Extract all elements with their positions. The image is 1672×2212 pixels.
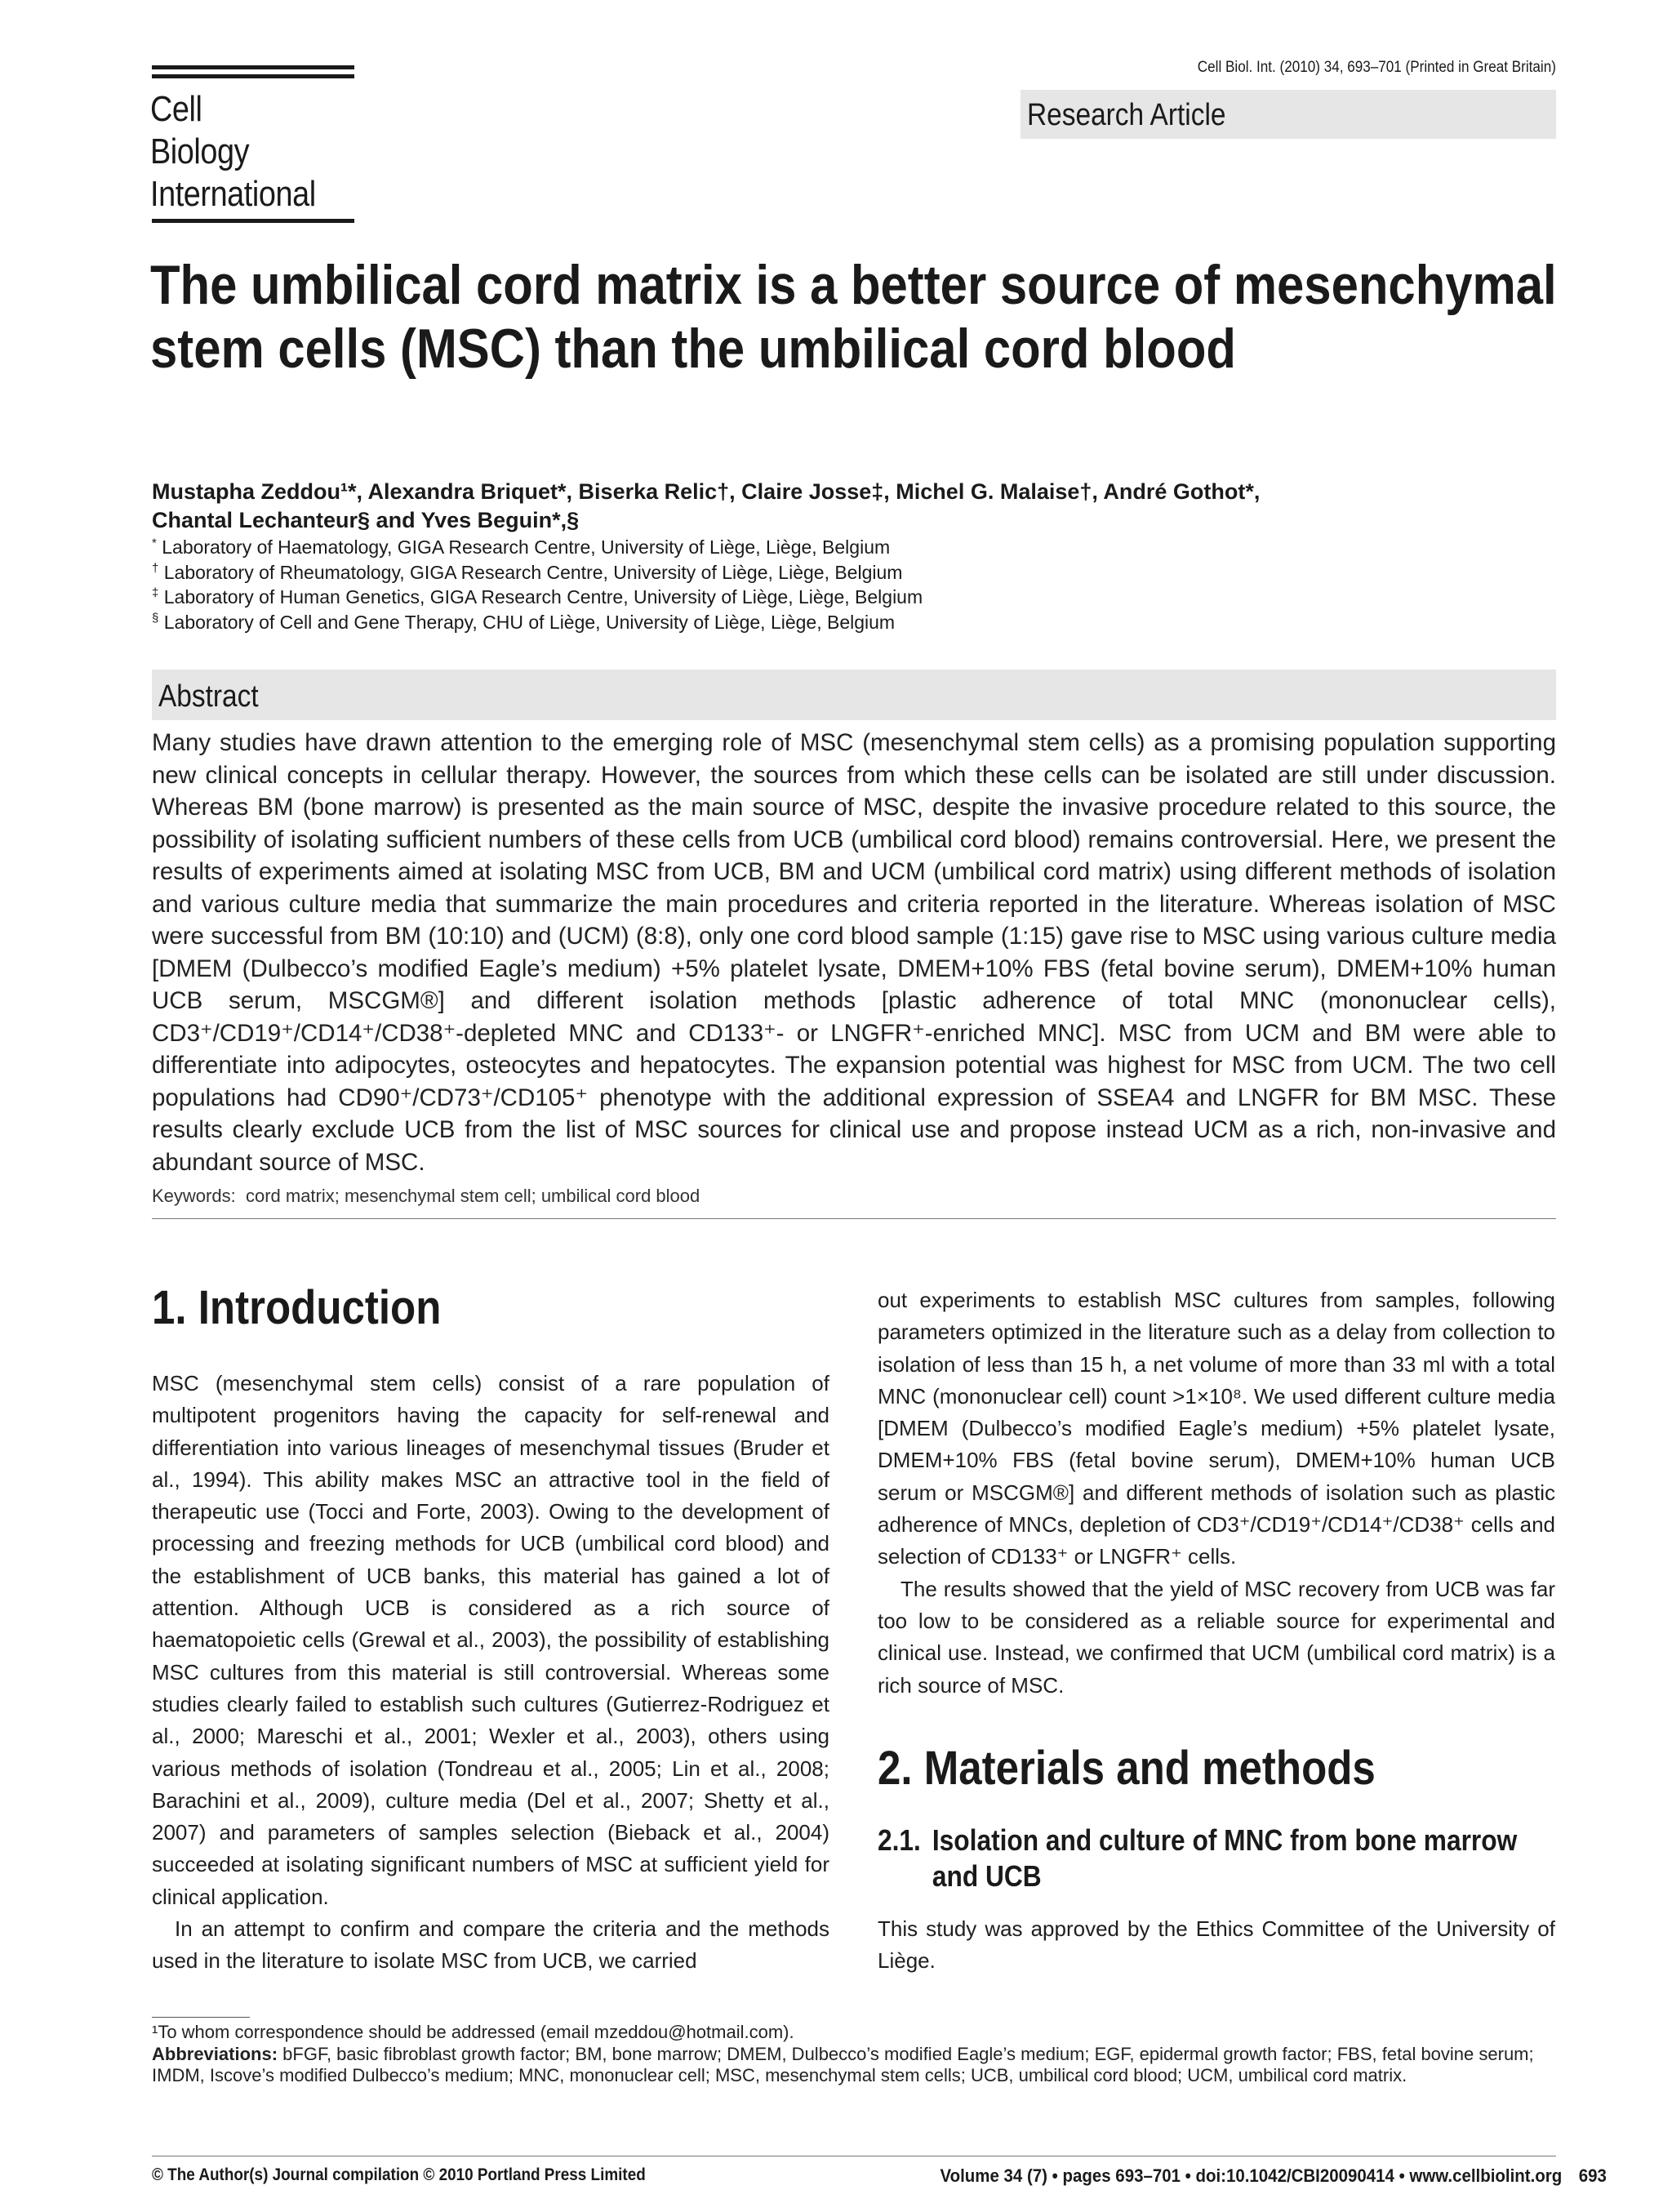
article-title: The umbilical cord matrix is a better source of mesenchymal stem cells (MSC) than the umbilical cord blood <box>150 254 1557 380</box>
abstract-divider <box>152 1218 1556 1219</box>
author-line-2: Chantal Lechanteur§ and Yves Beguin*,§ <box>152 508 580 532</box>
article-type-banner <box>1021 90 1556 139</box>
logo-divider <box>152 219 354 223</box>
footnotes <box>152 2022 1556 2087</box>
subsection-number: 2.1. <box>878 1823 921 1857</box>
abbreviations-footnote: Abbreviations: bFGF, basic fibroblast growth factor; BM, bone marrow; DMEM, Dulbecco’s modified Eagle’s medium; EGF, epidermal growth factor; FBS, fetal bovine serum; IMDM, Iscove’s modified Dulbecco’s medium; MNC, mononuclear cell; MSC, mesenchymal stem cells; UCB, umbilical cord blood; UCM, umbilical cord matrix. <box>152 2043 1534 2085</box>
keywords-label: Keywords: <box>152 1186 236 1206</box>
subsection-title-1: Isolation and culture of MNC from bone marrow <box>932 1823 1518 1857</box>
intro-paragraph-2-continued: out experiments to establish MSC cultures from samples, following parameters optimized in the literature such as a delay from collection to isolation of less than 15 h, a net volume of more than 33 ml with a total MNC (mononuclear cell) count >1×10⁸. We used different culture media [DMEM (Dulbecco’s modified Eagle’s medium) +5% platelet lysate, DMEM+10% FBS (fetal bovine serum), DMEM+10% human UCB serum or MSCGM®] and different methods of isolation such as plastic adherence of MNCs, depletion of CD3⁺/CD19⁺/CD14⁺/CD38⁺ cells and selection of CD133⁺ or LNGFR⁺ cells. <box>878 1288 1555 1569</box>
right-column <box>878 1284 1555 1702</box>
subsection-heading <box>878 1823 1553 1894</box>
page-number: 693 <box>1578 2165 1607 2186</box>
affiliation-item: ‡ Laboratory of Human Genetics, GIGA Research Centre, University of Liège, Liège, Belgium <box>152 585 923 608</box>
methods-heading: 2. Materials and methods <box>878 1742 1376 1795</box>
abstract-heading: Abstract <box>158 679 259 714</box>
logo-line-1: Cell <box>150 89 202 129</box>
copyright-notice: © The Author(s) Journal compilation © 2010 Portland Press Limited <box>152 2165 646 2184</box>
journal-citation: Cell Biol. Int. (2010) 34, 693–701 (Printed in Great Britain) <box>1197 59 1556 76</box>
affiliation-item: † Laboratory of Rheumatology, GIGA Research Centre, University of Liège, Liège, Belgium <box>152 560 903 583</box>
left-column <box>152 1368 829 1978</box>
introduction-heading: 1. Introduction <box>152 1281 442 1334</box>
intro-paragraph-3: The results showed that the yield of MSC recovery from UCB was far too low to be considered as a reliable source for experimental and clinical use. Instead, we confirmed that UCM (umbilical cord matrix) is a rich source of MSC. <box>878 1576 1555 1698</box>
affiliation-item: * Laboratory of Haematology, GIGA Research Centre, University of Liège, Liège, Belgium <box>152 536 891 558</box>
article-type-label: Research Article <box>1027 98 1226 132</box>
footnote-divider <box>152 2017 250 2018</box>
footer-citation <box>940 2165 1607 2187</box>
intro-paragraph-1: MSC (mesenchymal stem cells) consist of a rare population of multipotent progenitors having the capacity for self-renewal and differentiation into various lineages of mesenchymal tissues (Bruder et al., 1994). This ability makes MSC an attractive tool in the field of therapeutic use (Tocci and Forte, 2003). Owing to the development of processing and freezing methods for UCB (umbilical cord blood) and the establishment of UCB banks, this material has gained a lot of attention. Although UCB is considered as a rich source of haematopoietic cells (Grewal et al., 2003), the possibility of establishing MSC cultures from this material is still controversial. Whereas some studies clearly failed to establish such cultures (Gutierrez-Rodriguez et al., 2000; Mareschi et al., 2001; Wexler et al., 2003), others using various methods of isolation (Tondreau et al., 2005; Lin et al., 2008; Barachini et al., 2009), culture media (Del et al., 2007; Shetty et al., 2007) and parameters of samples selection (Bieback et al., 2004) succeeded at isolating significant numbers of MSC at sufficient yield for clinical application. <box>152 1371 829 1909</box>
correspondence-footnote: ¹To whom correspondence should be addressed (email mzeddou@hotmail.com). <box>152 2022 794 2042</box>
logo-line-3: International <box>150 174 316 214</box>
subsection-title-2: and UCB <box>932 1859 1042 1893</box>
affiliations <box>152 535 923 634</box>
author-line-1: Mustapha Zeddou¹*, Alexandra Briquet*, Biserka Relic†, Claire Josse‡, Michel G. Malaise†, André Gothot*, <box>152 479 1261 504</box>
journal-logo <box>150 88 316 216</box>
logo-line-2: Biology <box>150 131 250 171</box>
abstract-heading-bar <box>152 670 1556 720</box>
keywords-list: cord matrix; mesenchymal stem cell; umbilical cord blood <box>245 1186 700 1206</box>
intro-paragraph-2: In an attempt to confirm and compare the criteria and the methods used in the literature to isolate MSC from UCB, we carried <box>152 1916 829 1974</box>
affiliation-item: § Laboratory of Cell and Gene Therapy, CHU of Liège, University of Liège, Liège, Belgium <box>152 610 896 633</box>
methods-paragraph-1: This study was approved by the Ethics Committee of the University of Liège. <box>878 1916 1555 1974</box>
footer-volume-info: Volume 34 (7) • pages 693–701 • doi:10.1042/CBI20090414 • www.cellbiolint.org <box>940 2165 1563 2186</box>
author-list <box>152 478 1556 535</box>
journal-logo-rules <box>152 65 354 83</box>
methods-text <box>878 1913 1555 1978</box>
keywords <box>152 1186 700 1207</box>
abstract-text: Many studies have drawn attention to the emerging role of MSC (mesenchymal stem cells) as a promising population supporting new clinical concepts in cellular therapy. However, the sources from which these cells can be isolated are still under discussion. Whereas BM (bone marrow) is presented as the main source of MSC, despite the invasive procedure related to this source, the possibility of isolating sufficient numbers of these cells from UCB (umbilical cord blood) remains controversial. Here, we present the results of experiments aimed at isolating MSC from UCB, BM and UCM (umbilical cord matrix) using different methods of isolation and various culture media that summarize the main procedures and criteria reported in the literature. Whereas isolation of MSC were successful from BM (10:10) and (UCM) (8:8), only one cord blood sample (1:15) gave rise to MSC using various culture media [DMEM (Dulbecco’s modified Eagle’s medium) +5% platelet lysate, DMEM+10% FBS (fetal bovine serum), DMEM+10% human UCB serum, MSCGM®] and different isolation methods [plastic adherence of total MNC (mononuclear cells), CD3⁺/CD19⁺/CD14⁺/CD38⁺-depleted MNC and CD133⁺- or LNGFR⁺-enriched MNC]. MSC from UCM and BM were able to differentiate into adipocytes, osteocytes and hepatocytes. The expansion potential was highest for MSC from UCM. The two cell populations had CD90⁺/CD73⁺/CD105⁺ phenotype with the additional expression of SSEA4 and LNGFR for BM MSC. These results clearly exclude UCB from the list of MSC sources for clinical use and propose instead UCM as a rich, non-invasive and abundant source of MSC. <box>152 729 1556 1176</box>
